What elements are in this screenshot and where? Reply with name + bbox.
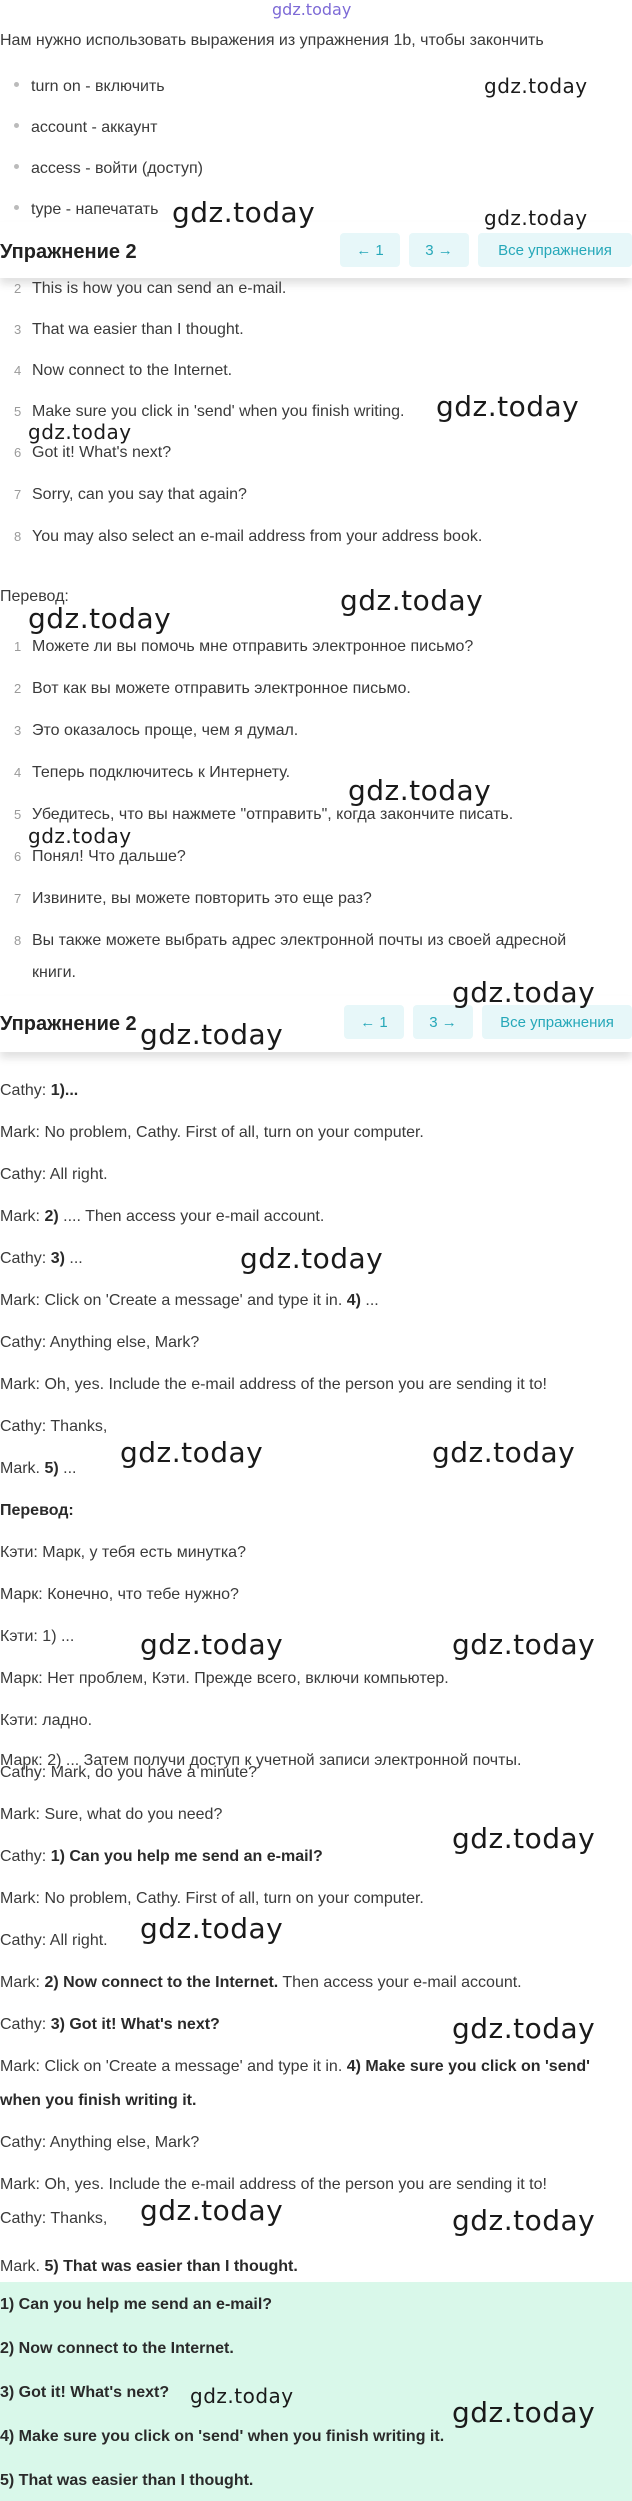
list-item	[14, 680, 411, 698]
item-number: 3	[14, 322, 22, 337]
translation-label: Перевод:	[0, 1502, 74, 1519]
next-label: 3	[429, 1013, 438, 1031]
dialogue-line: Mark: Oh, yes. Include the e-mail address of the person you are sending it to!	[0, 2176, 547, 2193]
answer-text: 2) Now connect to the Internet.	[44, 1974, 279, 1991]
list-item	[14, 362, 232, 380]
gap-marker: 3)	[50, 1250, 65, 1267]
list-item	[14, 932, 566, 950]
item-text: Теперь подключитесь к Интернету.	[32, 764, 291, 781]
item-number: 8	[14, 933, 22, 948]
answer-item: 1) Can you help me send an e-mail?	[0, 2296, 273, 2313]
bullet-icon	[14, 82, 19, 87]
dialogue-line: Mark: Oh, yes. Include the e-mail address of the person you are sending it to!	[0, 1376, 547, 1393]
vocab-text: turn on - включить	[31, 78, 165, 95]
watermark: gdz.today	[452, 976, 596, 1009]
item-text: Это оказалось проще, чем я думал.	[32, 722, 299, 739]
list-item	[14, 486, 247, 504]
all-exercises-button[interactable]: Все упражнения	[482, 1005, 632, 1039]
watermark: gdz.today	[140, 1912, 284, 1945]
watermark: gdz.today	[120, 1436, 264, 1469]
item-number: 4	[14, 363, 22, 378]
gap-marker: 5)	[44, 1460, 59, 1477]
watermark: gdz.today	[140, 2194, 284, 2227]
watermark: gdz.today	[432, 1436, 576, 1469]
dialogue-line	[0, 1082, 78, 1100]
next-exercise-button[interactable]	[409, 233, 469, 267]
dialogue-line	[0, 1974, 522, 1992]
line-text: ...	[58, 1460, 77, 1477]
vocab-text: account - аккаунт	[31, 119, 158, 136]
exercise-title: Упражнение 2	[0, 241, 137, 263]
speaker: Cathy:	[0, 2016, 51, 2033]
dialogue-line	[0, 1250, 83, 1268]
item-text: Извините, вы можете повторить это еще раз?	[32, 890, 372, 907]
dialogue-line	[0, 1848, 323, 1866]
item-number: 6	[14, 849, 22, 864]
dialogue-line: Кэти: ладно.	[0, 1712, 93, 1729]
clipped-line-container	[0, 1748, 632, 1769]
speaker: Cathy:	[0, 1082, 51, 1099]
answer-text: 4) Make sure you click on 'send'	[346, 2058, 590, 2075]
line-text: ...	[360, 1292, 379, 1309]
item-number: 7	[14, 891, 22, 906]
answer-item: 4) Make sure you click on 'send' when you finish writing it.	[0, 2428, 445, 2445]
arrow-left-icon: ←	[360, 1013, 380, 1031]
dialogue-line: Марк: Конечно, что тебе нужно?	[0, 1586, 239, 1603]
watermark: gdz.today	[28, 824, 132, 848]
watermark: gdz.today	[172, 196, 316, 229]
item-text: That wa easier than I thought.	[32, 321, 244, 338]
list-item	[14, 764, 290, 782]
site-logo[interactable]: gdz.today	[272, 0, 352, 19]
dialogue-line: Марк: Нет проблем, Кэти. Прежде всего, включи компьютер.	[0, 1670, 449, 1687]
watermark: gdz.today	[484, 206, 588, 230]
watermark: gdz.today	[140, 1018, 284, 1051]
item-text: Now connect to the Internet.	[32, 362, 233, 379]
answer-text: 5) That was easier than I thought.	[44, 2258, 298, 2275]
item-number: 5	[14, 404, 22, 419]
dialogue-line	[0, 1292, 379, 1310]
answer-item: 3) Got it! What's next?	[0, 2384, 170, 2401]
list-item	[14, 321, 244, 339]
speaker: Mark.	[0, 1460, 45, 1477]
arrow-left-icon: ←	[356, 241, 376, 259]
watermark: gdz.today	[452, 2012, 596, 2045]
bullet-icon	[14, 123, 19, 128]
dialogue-line-continued: when you finish writing it.	[0, 2092, 197, 2109]
intro-text: Нам нужно использовать выражения из упражнения 1b, чтобы закончить	[0, 32, 544, 49]
line-text: .... Then access your e-mail account.	[58, 1208, 325, 1225]
next-exercise-button[interactable]	[413, 1005, 473, 1039]
speaker: Mark:	[0, 1974, 45, 1991]
answer-text: 3) Got it! What's next?	[50, 2016, 220, 2033]
dialogue-line: Cathy: All right.	[0, 1166, 108, 1183]
item-text: Вы также можете выбрать адрес электронной почты из своей адресной	[32, 932, 567, 949]
arrow-right-icon: →	[433, 241, 453, 259]
list-item	[14, 280, 286, 298]
item-text: Got it! What's next?	[32, 444, 172, 461]
dialogue-line: Cathy: Mark, do you have a minute?	[0, 1764, 258, 1781]
speaker: Cathy:	[0, 1250, 51, 1267]
arrow-right-icon: →	[437, 1013, 457, 1031]
item-number: 2	[14, 281, 22, 296]
dialogue-line	[0, 1460, 76, 1478]
answer-item: 2) Now connect to the Internet.	[0, 2340, 234, 2357]
speaker: Mark.	[0, 2258, 45, 2275]
translation-label: Перевод:	[0, 588, 69, 605]
item-number: 5	[14, 807, 22, 822]
vocab-item	[14, 160, 203, 178]
exercise-title: Упражнение 2	[0, 1013, 137, 1035]
list-item	[14, 848, 186, 866]
gap-marker: 4)	[346, 1292, 361, 1309]
watermark: gdz.today	[452, 2396, 596, 2429]
list-item	[14, 444, 171, 462]
all-exercises-button[interactable]: Все упражнения	[478, 233, 632, 267]
watermark: gdz.today	[436, 390, 580, 423]
next-label: 3	[425, 241, 434, 259]
item-number: 1	[14, 639, 22, 654]
item-number: 4	[14, 765, 22, 780]
dialogue-line	[0, 2258, 298, 2276]
watermark: gdz.today	[348, 774, 492, 807]
dialogue-line	[0, 1208, 324, 1226]
dialogue-line: Mark: No problem, Cathy. First of all, turn on your computer.	[0, 1124, 424, 1141]
list-item	[14, 528, 482, 546]
item-text: Вот как вы можете отправить электронное письмо.	[32, 680, 411, 697]
watermark: gdz.today	[28, 420, 132, 444]
watermark: gdz.today	[140, 1628, 284, 1661]
list-item	[14, 806, 513, 824]
answer-box	[0, 2282, 632, 2501]
dialogue-line: Mark: Sure, what do you need?	[0, 1806, 223, 1823]
watermark: gdz.today	[452, 2204, 596, 2237]
watermark: gdz.today	[484, 74, 588, 98]
answer-text: 1) Can you help me send an e-mail?	[50, 1848, 323, 1865]
watermark: gdz.today	[452, 1822, 596, 1855]
prev-label: 1	[379, 1013, 388, 1031]
watermark: gdz.today	[190, 2384, 294, 2408]
vocab-text: type - напечатать	[31, 201, 159, 218]
vocab-item	[14, 78, 165, 96]
item-text: Sorry, can you say that again?	[32, 486, 247, 503]
watermark: gdz.today	[28, 602, 172, 635]
vocab-item	[14, 201, 158, 219]
dialogue-line: Кэти: Марк, у тебя есть минутка?	[0, 1544, 246, 1561]
item-number: 7	[14, 487, 22, 502]
gap-marker: 2)	[44, 1208, 59, 1225]
item-text: Убедитесь, что вы нажмете "отправить", когда закончите писать.	[32, 806, 514, 823]
vocab-text: access - войти (доступ)	[31, 160, 203, 177]
watermark: gdz.today	[452, 1628, 596, 1661]
dialogue-line: Кэти: 1) ...	[0, 1628, 75, 1645]
prev-exercise-button[interactable]	[340, 233, 400, 267]
item-text: You may also select an e-mail address from your address book.	[32, 528, 483, 545]
item-number: 8	[14, 529, 22, 544]
item-number: 3	[14, 723, 22, 738]
dialogue-line: Mark: No problem, Cathy. First of all, turn on your computer.	[0, 1890, 424, 1907]
prev-exercise-button[interactable]	[344, 1005, 404, 1039]
gap-marker: 1)...	[50, 1082, 79, 1099]
line-text: Mark: Click on 'Create a message' and type it in.	[0, 2058, 347, 2075]
answer-item: 5) That was easier than I thought.	[0, 2472, 254, 2489]
item-text: Понял! Что дальше?	[32, 848, 186, 865]
item-text: Можете ли вы помочь мне отправить электронное письмо?	[32, 638, 474, 655]
dialogue-line: Cathy: All right.	[0, 1932, 108, 1949]
speaker: Mark:	[0, 1208, 45, 1225]
prev-label: 1	[375, 241, 384, 259]
watermark: gdz.today	[240, 1242, 384, 1275]
dialogue-line: Cathy: Anything else, Mark?	[0, 1334, 200, 1351]
list-item	[14, 403, 405, 421]
item-text: Make sure you click in 'send' when you finish writing.	[32, 403, 405, 420]
speaker: Cathy:	[0, 1848, 51, 1865]
line-text: Then access your e-mail account.	[278, 1974, 522, 1991]
dialogue-line: Cathy: Anything else, Mark?	[0, 2134, 200, 2151]
list-item	[14, 890, 372, 908]
exercise-nav-bar	[0, 222, 632, 278]
item-text: книги.	[32, 964, 76, 981]
item-number: 6	[14, 445, 22, 460]
list-item	[14, 722, 298, 740]
list-item	[14, 638, 473, 656]
dialogue-line: Марк: 2) ... Затем получи доступ к учетной записи электронной почты.	[0, 1752, 522, 1769]
dialogue-line	[0, 2016, 220, 2034]
line-text: ...	[64, 1250, 83, 1267]
bullet-icon	[14, 164, 19, 169]
list-item-continued	[14, 964, 76, 982]
item-number: 2	[14, 681, 22, 696]
dialogue-line	[0, 2058, 590, 2076]
vocab-item	[14, 119, 157, 137]
bullet-icon	[14, 205, 19, 210]
line-text: Mark: Click on 'Create a message' and type it in.	[0, 1292, 347, 1309]
dialogue-line: Cathy: Thanks,	[0, 1418, 108, 1435]
dialogue-line: Cathy: Thanks,	[0, 2210, 108, 2227]
watermark: gdz.today	[340, 584, 484, 617]
item-text: This is how you can send an e-mail.	[32, 280, 287, 297]
